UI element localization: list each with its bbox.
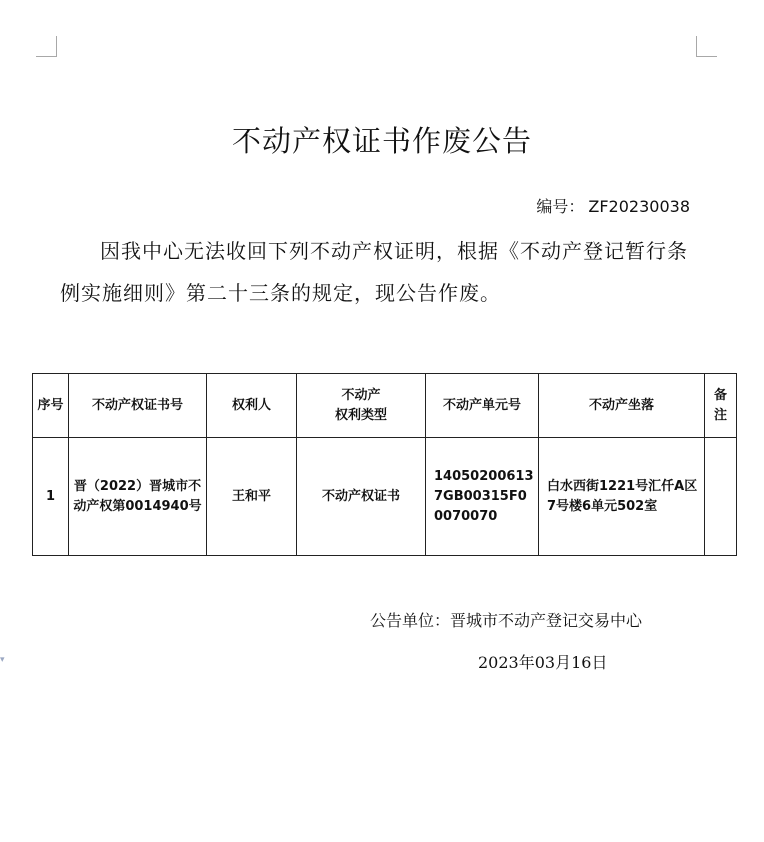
header-seq: 序号	[33, 374, 69, 438]
page-corner-mark-top-right	[696, 36, 717, 57]
cell-cert-no: 晋（2022）晋城市不动产权第0014940号	[69, 438, 207, 556]
cell-owner: 王和平	[207, 438, 297, 556]
page-corner-mark-top-left	[36, 36, 57, 57]
dropdown-arrow-icon[interactable]: ▾	[0, 655, 5, 665]
header-right-type	[297, 374, 426, 438]
document-title: 不动产权证书作废公告	[231, 124, 532, 159]
announcement-body: 因我中心无法收回下列不动产权证明，根据《不动产登记暂行条例实施细则》第二十三条的规定，现公告作废。	[60, 239, 688, 305]
document-number	[536, 194, 690, 217]
header-cert-no: 不动产权证书号	[69, 374, 207, 438]
cell-location: 白水西街1221号汇仟A区7号楼6单元502室	[539, 438, 705, 556]
table-header-row	[33, 374, 737, 438]
table-row	[33, 438, 737, 556]
document-number-label: 编号：	[536, 197, 585, 216]
header-owner: 权利人	[207, 374, 297, 438]
cell-right-type: 不动产权证书	[297, 438, 426, 556]
header-unit-no: 不动产单元号	[426, 374, 539, 438]
notice-date: 2023年03月16日	[478, 653, 608, 672]
header-remark: 备注	[705, 374, 737, 438]
document-number-value: ZF20230038	[588, 197, 690, 216]
cell-unit-no: 140502006137GB00315F00070070	[426, 438, 539, 556]
header-right-type-line2: 权利类型	[334, 407, 387, 423]
cell-remark	[705, 438, 737, 556]
header-right-type-line1: 不动产	[341, 387, 381, 403]
notice-unit: 公告单位：晋城市不动产登记交易中心	[370, 611, 643, 630]
header-location: 不动产坐落	[539, 374, 705, 438]
certificate-table	[32, 373, 737, 556]
cell-seq: 1	[33, 438, 69, 556]
